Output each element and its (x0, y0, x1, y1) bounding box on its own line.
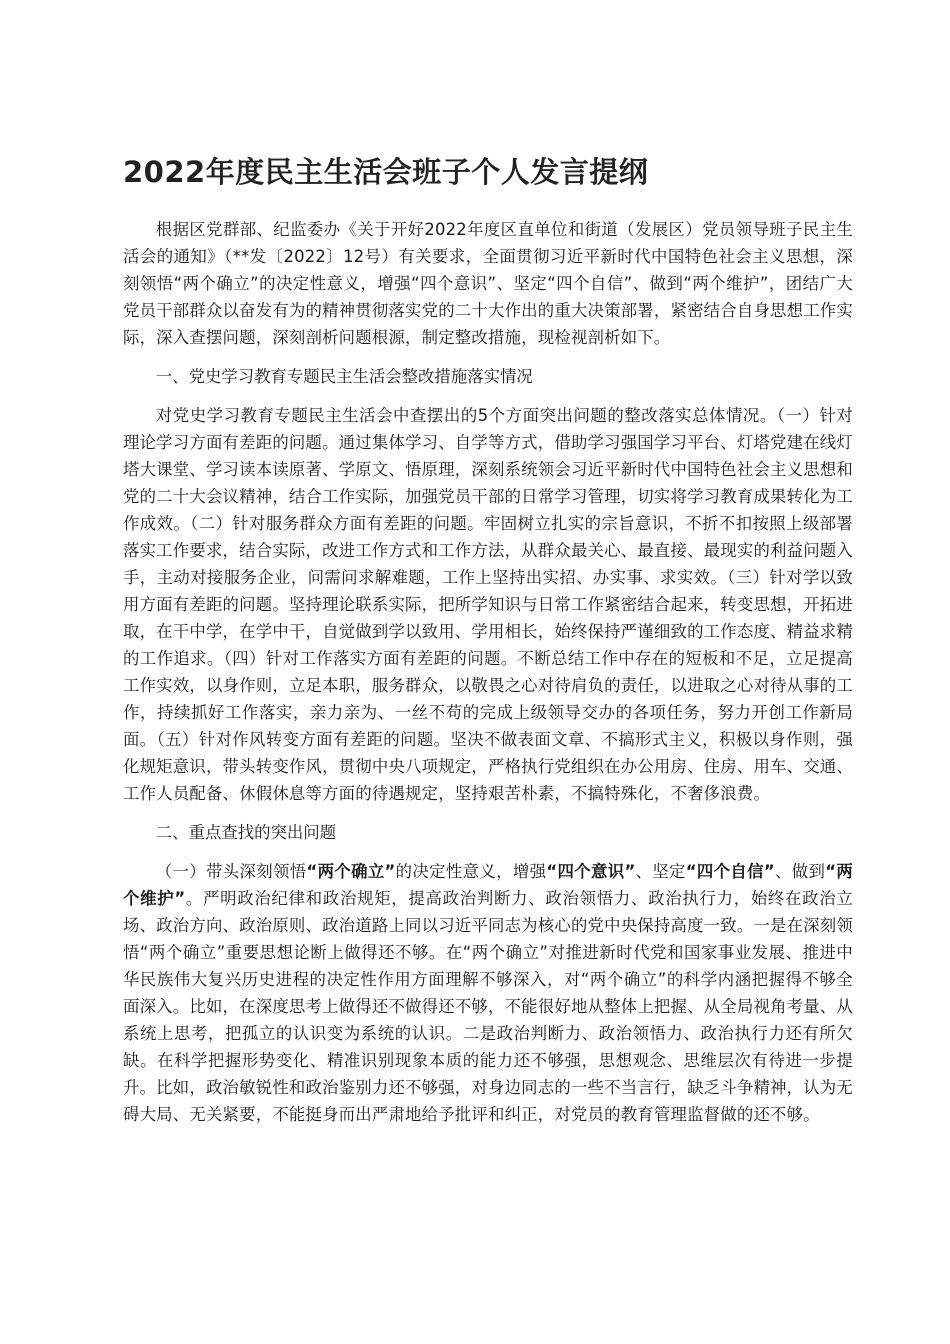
emphasis-two-safeguards: “两个维护” (123, 862, 853, 908)
intro-paragraph: 根据区党群部、纪监委办《关于开好2022年度区直单位和街道（发展区）党员领导班子民主生活会的通知》（**发〔2022〕12号）有关要求，全面贯彻习近平新时代中国特色社会主义思想，深刻领悟“两个确立”的决定性意义，增强“四个意识”、坚定“四个自信”、做到“两个维护”，团结广大党员干部群众以奋发有为的精神贯彻落实党的二十大作出的重大决策部署，紧密结合自身思想工作实际，深入查摆问题，深刻剖析问题根源，制定整改措施，现检视剖析如下。 (123, 220, 853, 347)
section-1-heading: 一、党史学习教育专题民主生活会整改措施落实情况 (155, 367, 533, 386)
document-page (123, 150, 853, 1128)
section-1-body: 对党史学习教育专题民主生活会中查摆出的5个方面突出问题的整改落实总体情况。（一）针对理论学习方面有差距的问题。通过集体学习、自学等方式，借助学习强国学习平台、灯塔党建在线灯塔大课堂、学习读本读原著、学原文、悟原理，深刻系统领会习近平新时代中国特色社会主义思想和党的二十大会议精神，结合工作实际，加强党员干部的日常学习管理，切实将学习教育成果转化为工作成效。（二）针对服务群众方面有差距的问题。牢固树立扎实的宗旨意识，不折不扣按照上级部署落实工作要求，结合实际，改进工作方式和工作方法，从群众最关心、最直接、最现实的利益问题入手，主动对接服务企业，问需问求解难题，工作上坚持出实招、办实事、求实效。（三）针对学以致用方面有差距的问题。坚持理论联系实际，把所学知识与日常工作紧密结合起来，转变思想，开拓进取，在干中学，在学中干，自觉做到学以致用、学用相长，始终保持严谨细致的工作态度、精益求精的工作追求。（四）针对工作落实方面有差距的问题。不断总结工作中存在的短板和不足，立足提高工作实效，以身作则，立足本职，服务群众，以敬畏之心对待肩负的责任，以进取之心对待从事的工作，持续抓好工作落实，亲力亲为、一丝不苟的完成上级领导交办的各项任务，努力开创工作新局面。（五）针对作风转变方面有差距的问题。坚决不做表面文章、不搞形式主义，积极以身作则，强化规矩意识，带头转变作风，贯彻中央八项规定，严格执行党组织在办公用房、住房、用车、交通、工作人员配备、休假休息等方面的待遇规定，坚持艰苦朴素，不搞特殊化，不奢侈浪费。 (123, 406, 853, 803)
emphasis-two-establishments: “两个确立” (306, 862, 396, 881)
document-title: 2022年度民主生活会班子个人发言提纲 (123, 155, 649, 189)
emphasis-four-consciousness: “四个意识” (546, 862, 636, 881)
section-2-text-1: 的决定性意义，增强 (395, 862, 547, 881)
section-2-text-2: 、坚定 (635, 862, 686, 881)
section-2-body (123, 858, 853, 1128)
section-2-text-3: 、做到 (774, 862, 826, 881)
section-2-heading: 二、重点查找的突出问题 (155, 823, 337, 842)
section-2-continuation: 严明政治纪律和政治规矩，提高政治判断力、政治领悟力、政治执行力，始终在政治立场、政治方向、政治原则、政治道路上同以习近平同志为核心的党中央保持高度一致。一是在深刻领悟“两个确立”重要思想论断上做得还不够。在“两个确立”对推进新时代党和国家事业发展、推进中华民族伟大复兴历史进程的决定性作用方面理解不够深入，对“两个确立”的科学内涵把握得不够全面深入。比如，在深度思考上做得还不做得还不够，不能很好地从整体上把握、从全局视角考量、从系统上思考，把孤立的认识变为系统的认识。二是政治判断力、政治领悟力、政治执行力还有所欠缺。在科学把握形势变化、精准识别现象本质的能力还不够强，思想观念、思维层次有待进一步提升。比如，政治敏锐性和政治鉴别力还不够强，对身边同志的一些不当言行，缺乏斗争精神，认为无碍大局、无关紧要，不能挺身而出严肃地给予批评和纠正，对党员的教育管理监督做的还不够。 (123, 889, 854, 1124)
section-2-text-4: 。 (185, 889, 203, 908)
emphasis-four-confidences: “四个自信” (685, 862, 775, 881)
section-2-lead: （一）带头深刻领悟 (155, 862, 307, 881)
